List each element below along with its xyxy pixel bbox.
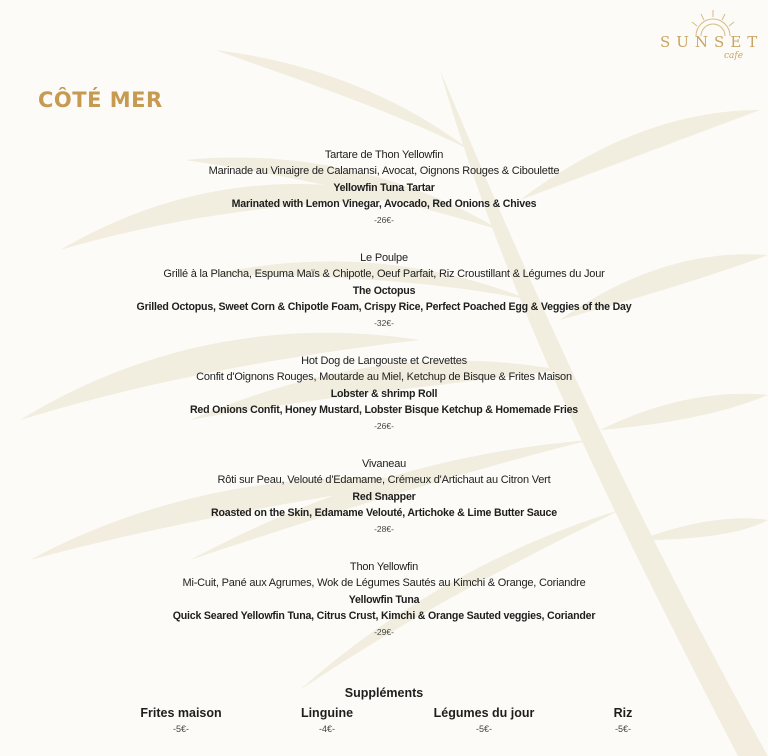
- supplement-name: Riz: [613, 706, 633, 720]
- item-description-en: Grilled Octopus, Sweet Corn & Chipotle Foam, Crispy Rice, Perfect Poached Egg & Veggies of the Day: [136, 301, 632, 314]
- item-price: -26€-: [374, 420, 394, 431]
- item-name-en: Yellowfin Tuna: [348, 593, 420, 606]
- item-price: -32€-: [374, 317, 394, 328]
- supplement-item: [414, 705, 554, 736]
- item-description-en: Red Onions Confit, Honey Mustard, Lobster Bisque Ketchup & Homemade Fries: [189, 404, 578, 417]
- menu-items-list: [0, 147, 768, 662]
- item-description-fr: Marinade au Vinaigre de Calamansi, Avocat, Oignons Rouges & Ciboulette: [208, 165, 560, 178]
- logo-subtitle: cafe: [724, 51, 744, 61]
- menu-item: [0, 250, 768, 353]
- logo-wordmark: SUNSET: [660, 33, 764, 51]
- item-description-en: Marinated with Lemon Vinegar, Avocado, Red Onions & Chives: [231, 198, 537, 211]
- supplement-item: [111, 705, 251, 736]
- supplement-name: Frites maison: [140, 706, 222, 720]
- item-description-en: Roasted on the Skin, Edamame Velouté, Artichoke & Lime Butter Sauce: [211, 507, 557, 520]
- brand-logo: [658, 6, 768, 66]
- supplement-name: Légumes du jour: [433, 706, 535, 720]
- item-price: -29€-: [374, 626, 394, 637]
- item-price: -26€-: [374, 214, 394, 225]
- item-name-en: Yellowfin Tuna Tartar: [333, 181, 435, 194]
- item-description-fr: Rôti sur Peau, Velouté d'Edamame, Crémeux d'Artichaut au Citron Vert: [217, 474, 551, 487]
- item-name-fr: Thon Yellowfin: [349, 561, 419, 573]
- menu-item: [0, 147, 768, 250]
- supplement-price: -5€-: [475, 724, 492, 734]
- item-price: -28€-: [374, 523, 394, 534]
- supplements-title: Suppléments: [344, 686, 424, 700]
- item-description-fr: Mi-Cuit, Pané aux Agrumes, Wok de Légumes Sautés au Kimchi & Orange, Coriandre: [182, 577, 586, 590]
- item-name-fr: Le Poulpe: [360, 252, 408, 264]
- supplement-price: -5€-: [172, 724, 189, 734]
- item-description-en: Quick Seared Yellowfin Tuna, Citrus Crust, Kimchi & Orange Sauted veggies, Coriander: [172, 610, 596, 623]
- item-description-fr: Grillé à la Plancha, Espuma Maïs & Chipotle, Oeuf Parfait, Riz Croustillant & Légumes du Jour: [163, 268, 605, 281]
- item-name-en: Red Snapper: [352, 490, 416, 503]
- item-name-en: The Octopus: [352, 284, 416, 297]
- supplement-price: -4€-: [318, 724, 335, 734]
- menu-item: [0, 353, 768, 456]
- item-name-en: Lobster & shrimp Roll: [330, 387, 438, 400]
- menu-item: [0, 456, 768, 559]
- item-name-fr: Tartare de Thon Yellowfin: [324, 149, 444, 161]
- item-description-fr: Confit d'Oignons Rouges, Moutarde au Miel, Ketchup de Bisque & Frites Maison: [196, 371, 572, 384]
- supplement-price: -5€-: [614, 724, 631, 734]
- supplement-item: [553, 705, 693, 736]
- menu-item: [0, 559, 768, 662]
- supplement-name: Linguine: [300, 706, 354, 720]
- item-name-fr: Vivaneau: [361, 458, 407, 470]
- section-title: CÔTÉ MER: [38, 88, 163, 112]
- supplement-item: [257, 705, 397, 736]
- item-name-fr: Hot Dog de Langouste et Crevettes: [301, 355, 467, 367]
